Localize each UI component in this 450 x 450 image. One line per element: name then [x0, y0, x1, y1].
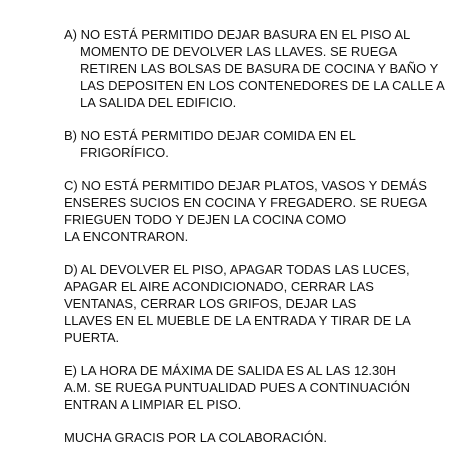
rule-a-line-2: MOMENTO DE DEVOLVER LAS LLAVES. SE RUEGA: [80, 44, 398, 59]
rule-e-line-3: ENTRAN A LIMPIAR EL PISO.: [64, 397, 242, 412]
rule-d-line-1: D) AL DEVOLVER EL PISO, APAGAR TODAS LAS LUCES,: [64, 262, 410, 277]
rule-c-line-2: ENSERES SUCIOS EN COCINA Y FREGADERO. SE RUEGA: [64, 195, 427, 210]
rule-a-line-4: LAS DEPOSITEN EN LOS CONTENEDORES DE LA CALLE A: [80, 78, 445, 93]
rule-c-line-3: FRIEGUEN TODO Y DEJEN LA COCINA COMO: [64, 212, 347, 227]
rule-a-line-1: A) NO ESTÁ PERMITIDO DEJAR BASURA EN EL PISO AL: [64, 27, 411, 42]
rule-d-line-4: LLAVES EN EL MUEBLE DE LA ENTRADA Y TIRAR DE LA: [64, 313, 411, 328]
rule-e-line-2: A.M. SE RUEGA PUNTUALIDAD PUES A CONTINUACIÓN: [64, 380, 411, 395]
rule-d-line-5: PUERTA.: [64, 330, 120, 345]
rule-c-line-1: C) NO ESTÁ PERMITIDO DEJAR PLATOS, VASOS Y DEMÁS: [64, 178, 427, 193]
rule-b-line-2: FRIGORÍFICO.: [80, 145, 169, 160]
rule-a-line-3: RETIREN LAS BOLSAS DE BASURA DE COCINA Y BAÑO Y: [80, 61, 439, 76]
rule-c-line-4: LA ENCONTRARON.: [64, 229, 189, 244]
rule-d-line-3: VENTANAS, CERRAR LOS GRIFOS, DEJAR LAS: [64, 296, 357, 311]
closing-line: MUCHA GRACIS POR LA COLABORACIÓN.: [64, 430, 327, 445]
rule-e-line-1: E) LA HORA DE MÁXIMA DE SALIDA ES AL LAS 12.30H: [64, 363, 396, 378]
rule-d-line-2: APAGAR EL AIRE ACONDICIONADO, CERRAR LAS: [64, 279, 374, 294]
rule-b-line-1: B) NO ESTÁ PERMITIDO DEJAR COMIDA EN EL: [64, 128, 356, 143]
rule-a-line-5: LA SALIDA DEL EDIFICIO.: [80, 95, 237, 110]
